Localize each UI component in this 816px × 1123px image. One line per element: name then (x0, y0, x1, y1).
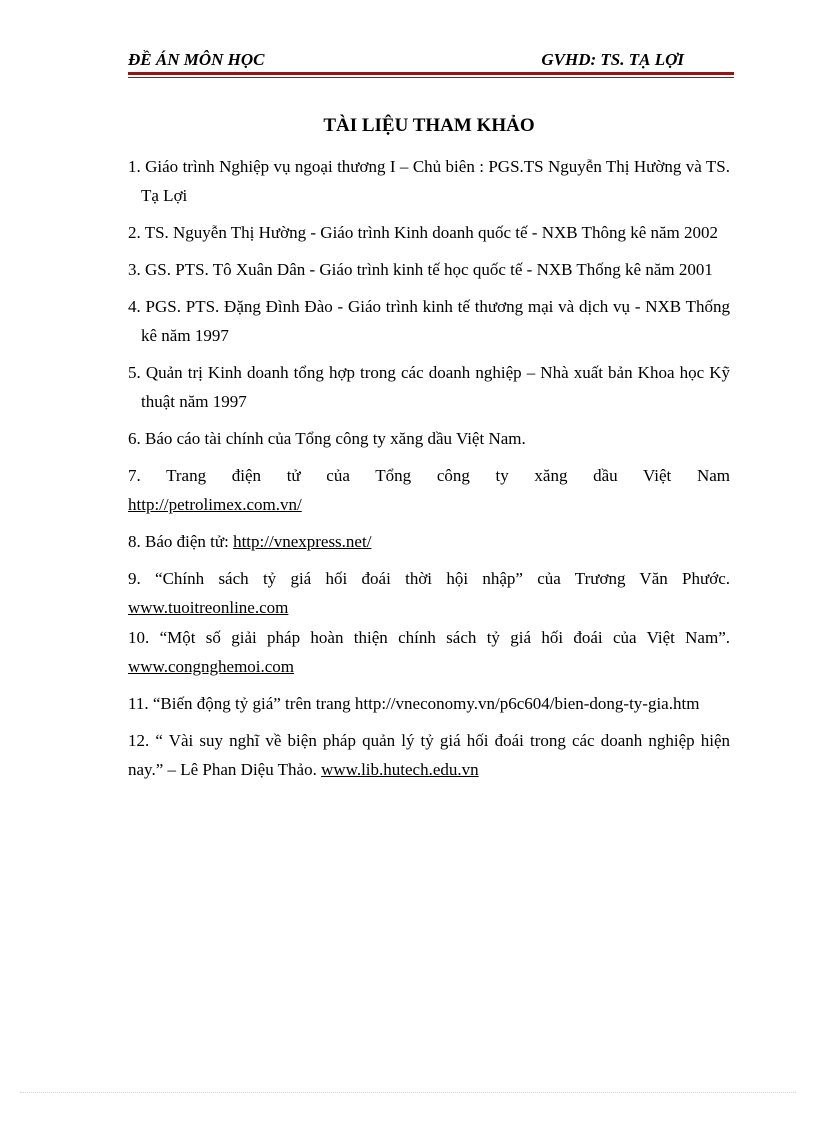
reference-text: 2. TS. Nguyễn Thị Hường - Giáo trình Kinh doanh quốc tế - NXB Thông kê năm 2002 (128, 223, 719, 242)
reference-link[interactable]: www.congnghemoi.com (128, 657, 295, 676)
reference-text: 8. Báo điện tử: (128, 532, 234, 551)
reference-item-7 (128, 461, 730, 519)
reference-item-9 (128, 564, 730, 622)
reference-item-4 (128, 292, 730, 350)
header-rule-thin (128, 77, 734, 78)
reference-item-5 (128, 358, 730, 416)
reference-text: 6. Báo cáo tài chính của Tổng công ty xăng dầu Việt Nam. (128, 429, 526, 448)
reference-item-1 (128, 152, 730, 210)
reference-item-8 (128, 527, 730, 556)
reference-text: 12. “ Vài suy nghĩ về biện pháp quản lý tỷ giá hối đoái trong các doanh nghiệp hiện nay.” – Lê Phan Diệu Thảo. (128, 731, 730, 779)
reference-list (128, 152, 730, 784)
reference-item-6 (128, 424, 730, 453)
reference-text: 10. “Một số giải pháp hoàn thiện chính sách tỷ giá hối đoái của Việt Nam”. (128, 628, 730, 647)
reference-link[interactable]: www.lib.hutech.edu.vn (321, 760, 479, 779)
reference-text: 7. Trang điện tử của Tổng công ty xăng dầu Việt Nam (128, 466, 730, 485)
header-advisor: GVHD: TS. TẠ LỢI (541, 50, 684, 69)
reference-text: 5. Quản trị Kinh doanh tổng hợp trong các doanh nghiệp – Nhà xuất bản Khoa học Kỹ thuật năm 1997 (128, 363, 730, 411)
reference-item-10 (128, 623, 730, 681)
reference-item-3 (128, 255, 730, 284)
reference-item-2 (128, 218, 730, 247)
reference-text: 9. “Chính sách tỷ giá hối đoái thời hội nhập” của Trương Văn Phước. (128, 569, 730, 588)
header-course-title: ĐỀ ÁN MÔN HỌC (128, 50, 265, 69)
reference-item-11 (128, 689, 730, 718)
header-rule-thick (128, 72, 734, 75)
reference-text: 3. GS. PTS. Tô Xuân Dân - Giáo trình kinh tế học quốc tế - NXB Thống kê năm 2001 (128, 260, 713, 279)
reference-link[interactable]: http://vnexpress.net/ (233, 532, 372, 551)
reference-link[interactable]: http://petrolimex.com.vn/ (128, 495, 302, 514)
footer-dotted-line (20, 1092, 796, 1093)
reference-text: 1. Giáo trình Nghiệp vụ ngoại thương I – Chủ biên : PGS.TS Nguyễn Thị Hường và TS. Tạ Lợi (128, 157, 730, 205)
reference-text: 11. “Biến động tỷ giá” trên trang http://vneconomy.vn/p6c604/bien-dong-ty-gia.htm (128, 694, 700, 713)
page-title: TÀI LIỆU THAM KHẢO (323, 115, 535, 136)
page-header (128, 47, 734, 73)
reference-item-12 (128, 726, 730, 784)
reference-text: 4. PGS. PTS. Đặng Đình Đào - Giáo trình kinh tế thương mại và dịch vụ - NXB Thống kê năm 1997 (128, 297, 730, 345)
reference-link[interactable]: www.tuoitreonline.com (128, 598, 289, 617)
